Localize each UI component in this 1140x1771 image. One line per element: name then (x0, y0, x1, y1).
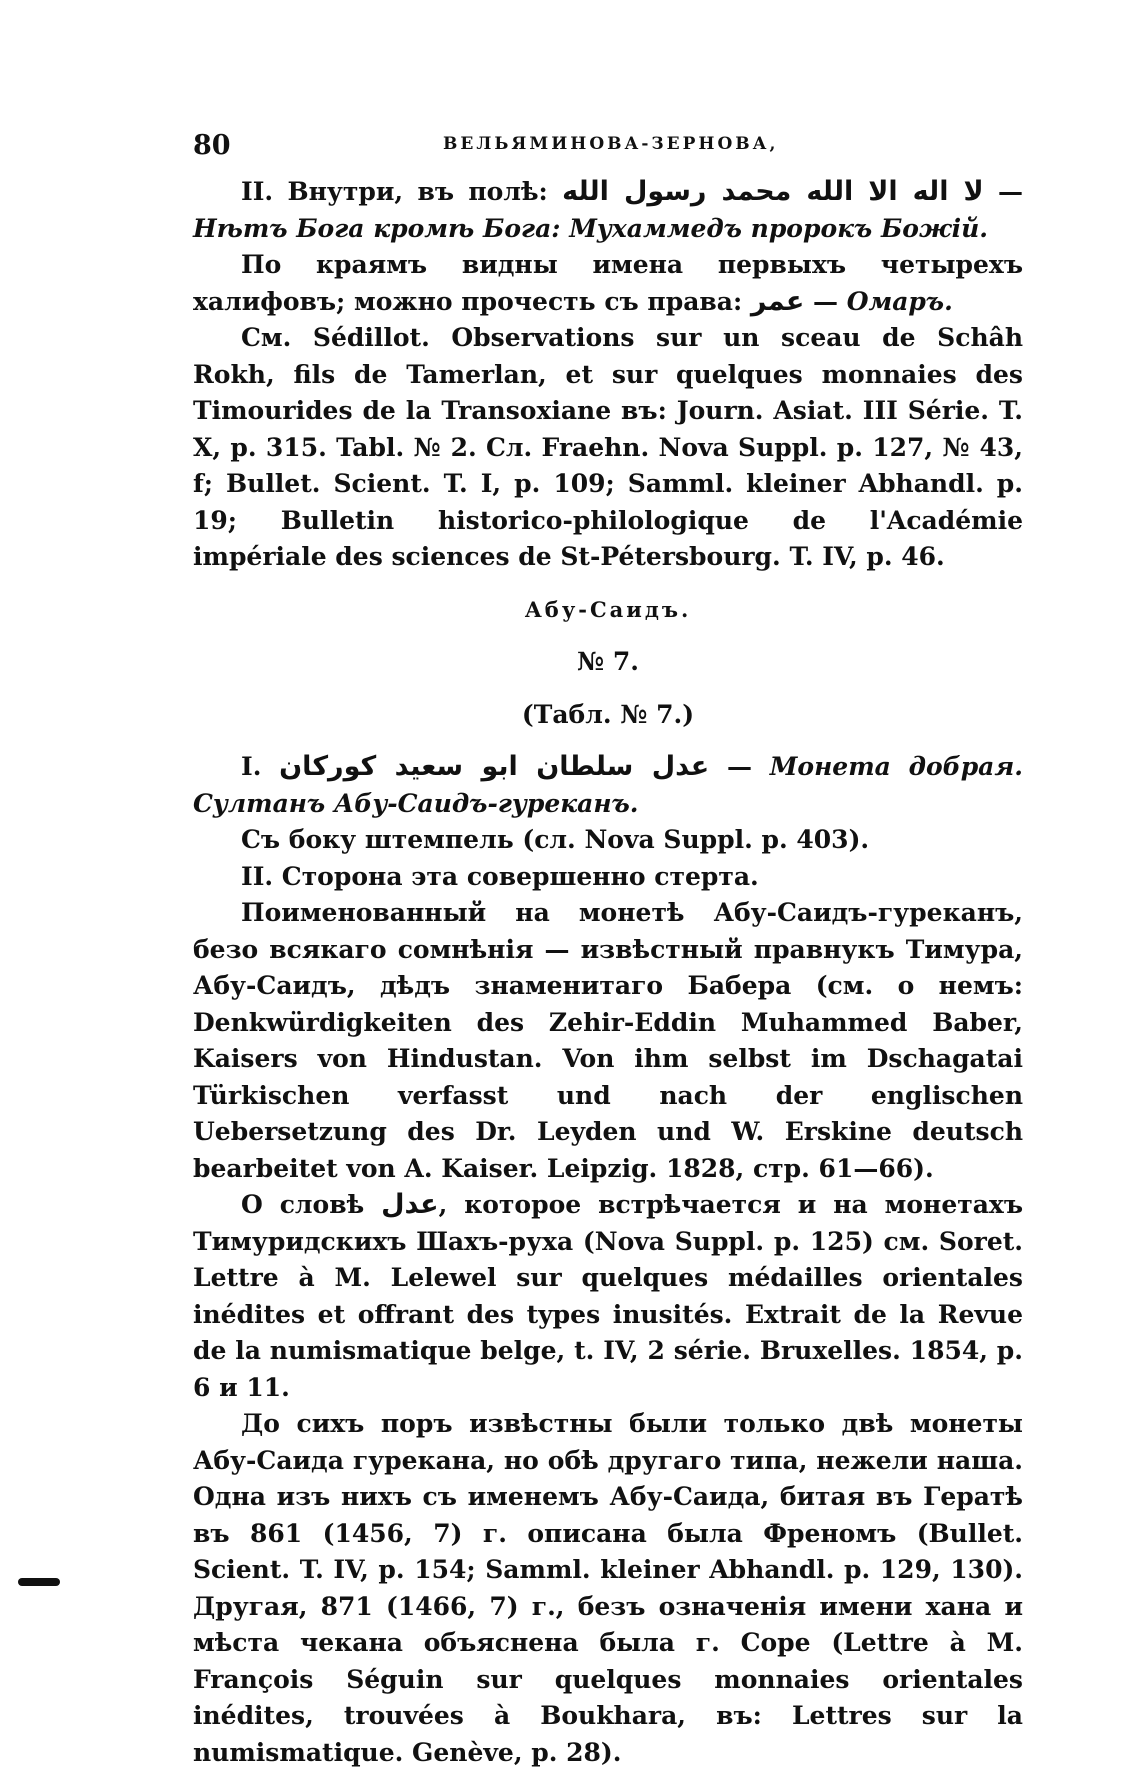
label-side-i: I. (241, 752, 280, 781)
plate-reference: (Табл. № 7.) (521, 699, 695, 729)
section-heading-ruler: Абу-Саидъ. (524, 596, 692, 622)
label-inside-field: II. Внутри, въ полѣ: (241, 177, 563, 206)
page-number: 80 (193, 130, 231, 161)
page-body (193, 130, 1023, 1771)
paragraph-references: См. Sédillot. Observations sur un sceau de Schâh Rokh, fils de Tamerlan, et sur quelques monnaies des Timourides de la Transoxiane въ: Journ. Asiat. III Série. T. X, p. 315. Tabl. № 2. Сл. Fraehn. Nova Suppl. p. 127, № 43, f; Bullet. Scient. T. I, p. 109; Samml. kleiner Abhandl. p. 19; Bulletin historico-philologique de l'Académie impériale des sciences de St-Pétersbourg. T. IV, p. 46. (193, 323, 1023, 571)
paragraph-side-stamp: Съ боку штемпель (сл. Nova Suppl. p. 403). (241, 825, 870, 854)
translation-shahada: Нѣтъ Бога кромѣ Бога: Мухаммедъ пророкъ Божій. (193, 213, 988, 243)
paragraph-adl-word (193, 1187, 1023, 1406)
running-title: ВЕЛЬЯМИНОВА-ЗЕРНОВА, (443, 134, 779, 154)
arabic-inscription-sultan: عدل سلطان ابو سعيد كوركان (279, 751, 710, 782)
coin-number: № 7. (577, 647, 639, 676)
adl-text-rest: , которое встрѣчается и на монетахъ Тимуридскихъ Шахъ-руха (Nova Suppl. p. 125) см. Soret. Lettre à M. Lelewel sur quelques médailles orientales inédites et offrant des types inusités. Extrait de la Revue de la numismatique belge, t. IV, 2 série. Bruxelles. 1854, p. 6 и 11. (193, 1190, 1023, 1402)
margin-names-text: По краямъ видны имена первыхъ четырехъ халифовъ; можно прочесть съ права: (193, 250, 1023, 316)
paragraph-margin-names (193, 247, 1023, 320)
arabic-adl: عدل (381, 1189, 439, 1220)
ink-mark (18, 1578, 60, 1586)
paragraph-known-coins: До сихъ поръ извѣстны были только двѣ монеты Абу-Саида гурекана, но обѣ другаго типа, нежели наша. Одна изъ нихъ съ именемъ Абу-Саида, битая въ Гератѣ въ 861 (1456, 7) г. описана была Френомъ (Bullet. Scient. T. IV, p. 154; Samml. kleiner Abhandl. p. 129, 130). Другая, 871 (1466, 7) г., безъ означенія имени хана и мѣста чекана объяснена была г. Соре (Lettre à M. François Séguin sur quelques monnaies orientales inédites, trouvées à Boukhara, въ: Lettres sur la numismatique. Genève, p. 28). (193, 1409, 1023, 1767)
translation-sultan: Монета добрая. Султанъ Абу-Саидъ-гуреканъ. (193, 752, 1023, 818)
paragraph-field-inscription (193, 174, 1023, 247)
arabic-inscription-shahada: لا اله الا الله محمد رسول الله (562, 176, 984, 207)
dash: — (983, 177, 1023, 206)
paragraph-obverse (193, 749, 1023, 822)
arabic-omar: عمر (750, 285, 805, 317)
page-header (193, 130, 1023, 174)
paragraph-abu-said: Поименованный на монетѣ Абу-Саидъ-гуреканъ, безо всякаго сомнѣнія — извѣстный правнукъ Тимура, Абу-Саидъ, дѣдъ знаменитаго Бабера (см. о немъ: Denkwürdigkeiten des Zehir-Eddin Muhammed Baber, Kaisers von Hindustan. Von ihm selbst im Dschagatai Türkischen verfasst und nach der englischen Uebersetzung des Dr. Leyden und W. Erskine deutsch bearbeitet von A. Kaiser. Leipzig. 1828, стр. 61—66). (193, 898, 1023, 1183)
dash: — (804, 286, 847, 316)
adl-text-start: О словѣ (241, 1190, 382, 1219)
paragraph-reverse: II. Сторона эта совершенно стерта. (241, 861, 759, 891)
dash: — (709, 752, 770, 781)
translation-omar: Омаръ. (846, 286, 953, 316)
